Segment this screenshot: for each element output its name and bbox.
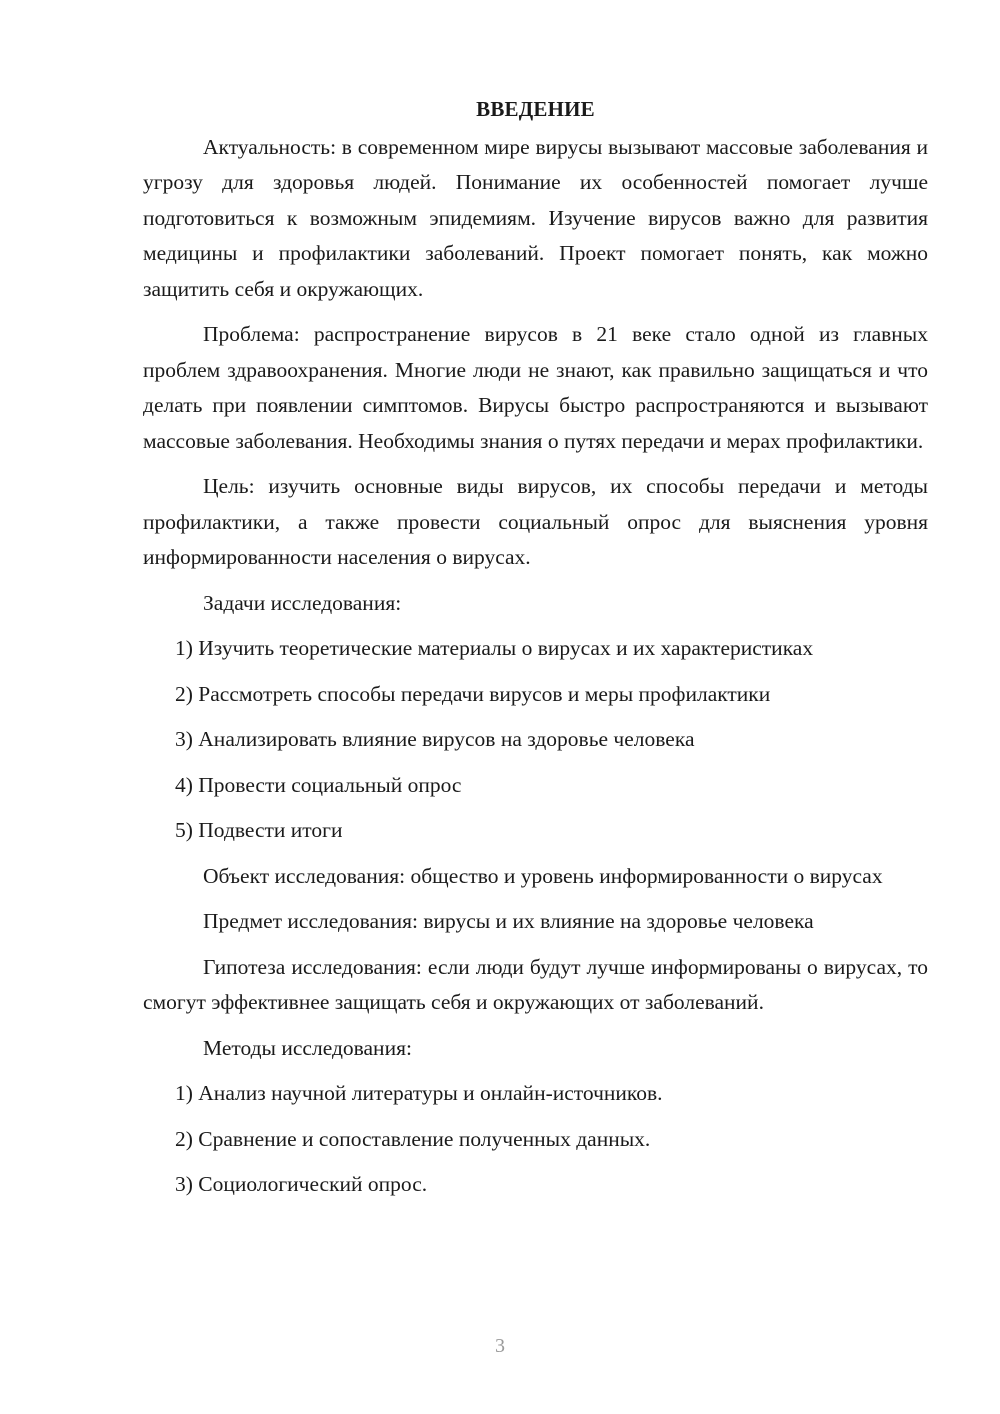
problem-paragraph: Проблема: распространение вирусов в 21 веке стало одной из главных проблем здравоохранения. Многие люди не знают, как правильно защищаться и что делать при появлении симптомов. Вирусы быстро распространяются и вызывают массовые заболевания. Необходимы знания о путях передачи и мерах профилактики. [143,322,928,453]
page-title: ВВЕДЕНИЕ [476,97,595,121]
list-item: 3) Социологический опрос. [175,1172,428,1196]
page-content [143,92,928,1213]
goal-paragraph: Цель: изучить основные виды вирусов, их способы передачи и методы профилактики, а также провести социальный опрос для выяснения уровня информированности населения о вирусах. [143,474,928,569]
tasks-label: Задачи исследования: [203,590,402,615]
relevance-paragraph: Актуальность: в современном мире вирусы вызывают массовые заболевания и угрозу для здоровья людей. Понимание их особенностей помогает лучше подготовиться к возможным эпидемиям. Изучение вирусов важно для развития медицины и профилактики заболеваний. Проект помогает понять, как можно защитить себя и окружающих. [143,134,928,301]
object-paragraph: Объект исследования: общество и уровень информированности о вирусах [203,863,883,888]
methods-list [143,1076,928,1203]
list-item: 1) Анализ научной литературы и онлайн-источников. [175,1081,663,1105]
list-item: 5) Подвести итоги [175,818,343,842]
subject-paragraph: Предмет исследования: вирусы и их влияние на здоровье человека [203,909,814,933]
list-item: 2) Сравнение и сопоставление полученных данных. [175,1126,651,1151]
tasks-list [143,631,928,849]
hypothesis-paragraph: Гипотеза исследования: если люди будут лучше информированы о вирусах, то смогут эффективнее защищать себя и окружающих от заболеваний. [143,954,928,1014]
list-item: 1) Изучить теоретические материалы о вирусах и их характеристиках [175,636,814,660]
page-number: 3 [495,1335,505,1357]
methods-label: Методы исследования: [203,1035,412,1060]
list-item: 2) Рассмотреть способы передачи вирусов и меры профилактики [175,681,771,706]
list-item: 4) Провести социальный опрос [175,772,462,797]
list-item: 3) Анализировать влияние вирусов на здоровье человека [175,727,695,751]
